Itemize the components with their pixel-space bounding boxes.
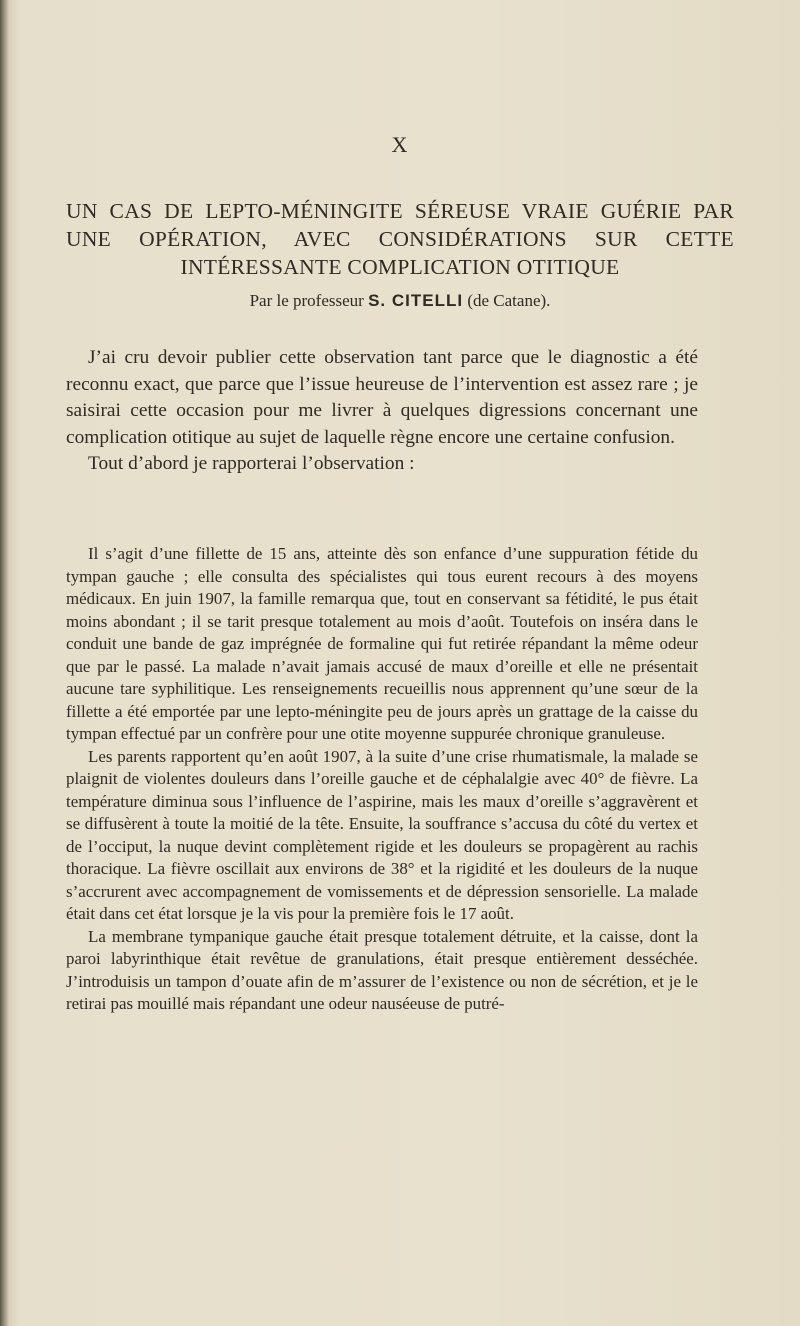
observation-text xyxy=(66,543,698,1016)
byline xyxy=(0,291,800,311)
author-name: S. CITELLI xyxy=(368,291,464,310)
intro-paragraph: Tout d’abord je rapporterai l’observation : xyxy=(88,453,415,475)
article-title: UN CAS DE LEPTO-MÉNINGITE SÉREUSE VRAIE GUÉRIE PAR UNE OPÉRATION, AVEC CONSIDÉRATIONS SUR CETTE INTÉRESSANTE COMPLICATION OTITIQUE xyxy=(66,199,734,279)
observation-paragraph: La membrane tympanique gauche était presque totalement détruite, et la caisse, dont la paroi labyrinthique était revêtue de granulations, était presque entièrement desséchée. J’introduisis un tampon d’ouate afin de m’assurer de l’existence ou non de sécrétion, et je le retirai pas mouillé mais répandant une odeur nauséeuse de putré- xyxy=(66,926,698,1013)
chapter-number: X xyxy=(391,132,409,157)
author-affiliation: (de Catane). xyxy=(467,291,551,310)
byline-prefix: Par le professeur xyxy=(249,291,364,310)
observation-paragraph: Il s’agit d’une fillette de 15 ans, atteinte dès son enfance d’une suppuration fétide du tympan gauche ; elle consulta des spécialistes qui tous eurent recours à des moyens médicaux. En juin 1907, la famille remarqua que, tout en conservant sa fétidité, le pus était moins abondant ; il se tarit presque totalement au mois d’août. Toutefois on inséra dans le conduit une bande de gaz imprégnée de formaline qui fut retirée répandant la même odeur que par le passé. La malade n’avait jamais accusé de maux d’oreille et elle ne présentait aucune tare syphilitique. Les renseignements recueillis nous apprennent qu’une sœur de la fillette a été emportée par une lepto-méningite peu de jours après un grattage de la caisse du tympan effectué par un confrère pour une otite moyenne suppurée chronique granuleuse. xyxy=(66,544,698,743)
observation-paragraph: Les parents rapportent qu’en août 1907, à la suite d’une crise rhumatismale, la malade se plaignit de violentes douleurs dans l’oreille gauche et de céphalalgie avec 40° de fièvre. La température diminua sous l’influence de l’aspirine, mais les maux d’oreille s’aggravèrent et se diffusèrent à toute la moitié de la tête. Ensuite, la souffrance s’accusa du côté du vertex et de l’occiput, la nuque devint complètement rigide et les douleurs se propagèrent au rachis thoracique. La fièvre oscillait aux environs de 38° et la rigidité et les douleurs de la nuque s’accrurent avec accompagnement de vomissements et de dépression sensorielle. La malade était dans cet état lorsque je la vis pour la première fois le 17 août. xyxy=(66,746,698,923)
intro-paragraph: J’ai cru devoir publier cette observation tant parce que le diagnostic a été reconnu exact, que parce que l’issue heureuse de l’intervention est assez rare ; je saisirai cette occasion pour me livrer à quelques digressions concernant une complication otitique au sujet de laquelle règne encore une certaine confusion. xyxy=(66,347,698,448)
introduction xyxy=(66,345,698,478)
